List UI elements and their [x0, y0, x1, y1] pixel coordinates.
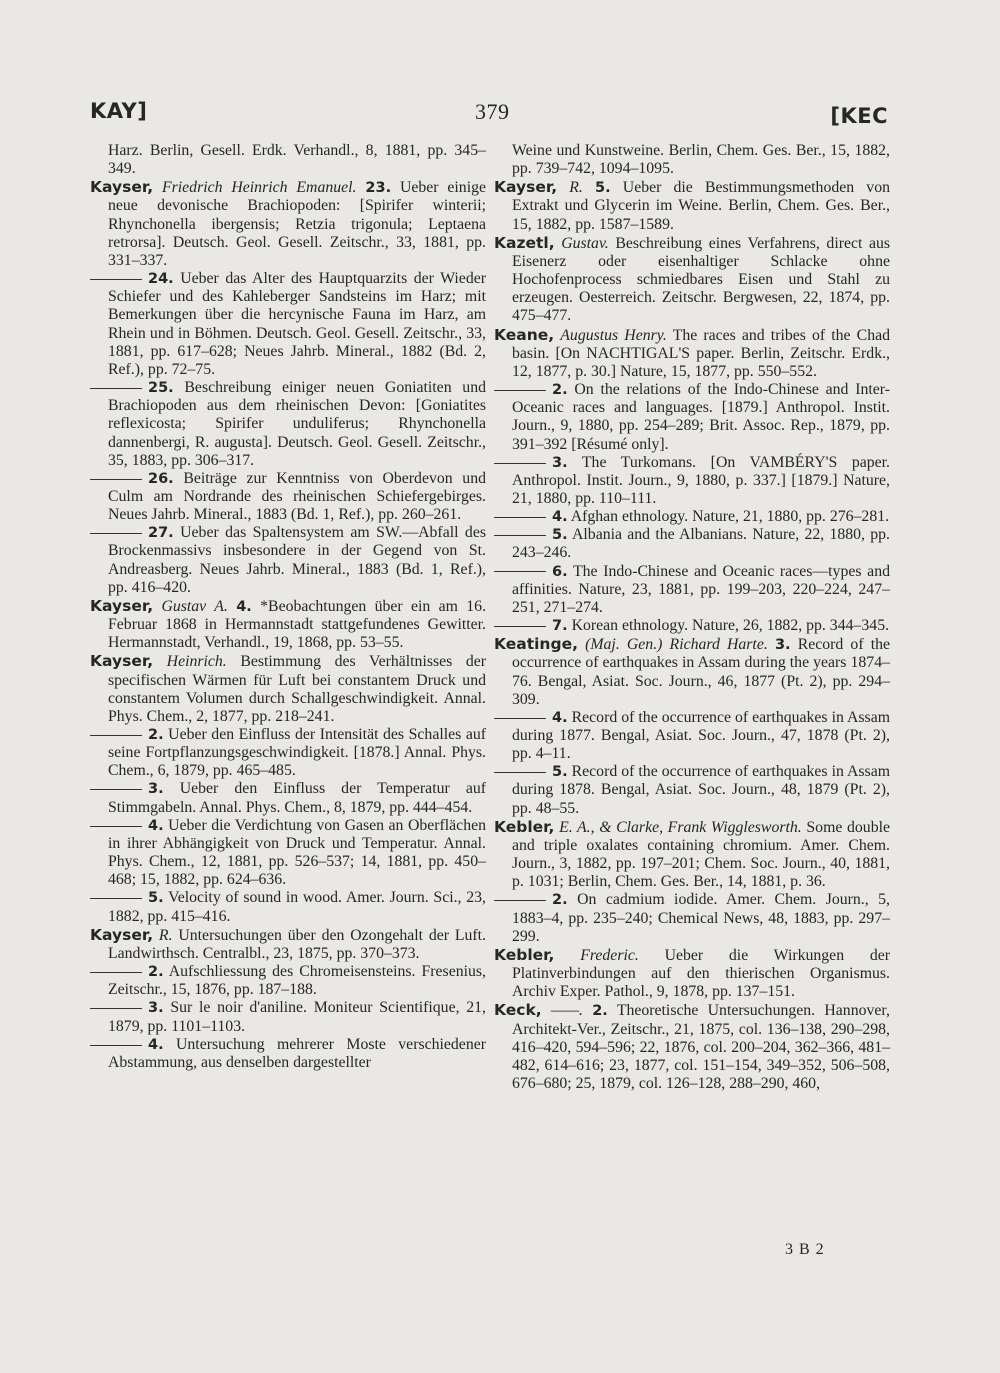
- entry-number: 3.: [148, 1000, 164, 1017]
- bib-subentry: [90, 780, 486, 816]
- entry-number: 2.: [148, 964, 164, 981]
- entry-number: 4.: [552, 509, 568, 526]
- author-surname: Kayser,: [90, 652, 154, 671]
- ditto-rule: [90, 1008, 142, 1009]
- entry-text: Untersuchungen über den Ozongehalt der Luft. Landwirthsch. Centralbl., 23, 1875, pp. 370–373.: [108, 926, 486, 962]
- entry-text: Korean ethnology. Nature, 26, 1882, pp. 344–345.: [571, 617, 890, 635]
- bib-entry: [494, 635, 890, 709]
- ditto-rule: [90, 533, 142, 534]
- entry-number: 7.: [552, 618, 568, 635]
- ditto-rule: [90, 1045, 142, 1046]
- entry-text: Ueber einige neue devonische Brachiopoden: [Spirifer winterii; Rhynchonella ibergensis; Retzia trigonula; Leptaena retrorsa]. Deutsch. Geol. Gesell. Zeitschr., 33, 1881, pp. 331–337.: [108, 179, 487, 269]
- left-column: [90, 142, 486, 1072]
- entry-number: 27.: [148, 525, 174, 542]
- entry-number: 5.: [595, 180, 611, 197]
- entry-text: Record of the occurrence of earthquakes in Assam during 1877. Bengal, Asiat. Soc. Journ., 47, 1878 (Pt. 2), pp. 4–11.: [512, 708, 890, 763]
- ditto-rule: [90, 789, 142, 790]
- bib-subentry: [90, 817, 486, 890]
- bib-entry: [494, 178, 890, 233]
- page-number: 379: [475, 99, 510, 124]
- entry-number: 5.: [148, 890, 164, 907]
- bib-subentry: [90, 470, 486, 524]
- bib-subentry: [494, 709, 890, 763]
- entry-number: 5.: [552, 764, 568, 781]
- ditto-rule: [90, 735, 142, 736]
- bib-subentry: [90, 524, 486, 597]
- entry-number: 4.: [236, 598, 252, 615]
- bib-subentry: [494, 526, 890, 562]
- author-forename: Friedrich Heinrich Emanuel.: [161, 179, 357, 197]
- entry-text: Velocity of sound in wood. Amer. Journ. Sci., 23, 1882, pp. 415–416.: [108, 889, 486, 925]
- entry-text: Weine und Kunstweine. Berlin, Chem. Ges. Ber., 15, 1882, pp. 739–742, 1094–1095.: [512, 142, 890, 178]
- bib-subentry: [494, 563, 890, 617]
- author-forename: Heinrich.: [166, 653, 227, 671]
- entry-number: 4.: [552, 709, 568, 726]
- bib-subentry: [494, 763, 890, 817]
- entry-text: Ueber den Einfluss der Intensität des Schalles auf seine Fortpflanzungsgeschwindigkeit. [1878.] Annal. Phys. Chem., 6, 1879, pp. 465–485.: [108, 726, 486, 780]
- bib-subentry: [90, 1036, 486, 1072]
- entry-text: Ueber den Einfluss der Temperatur auf Stimmgabeln. Annal. Phys. Chem., 8, 1879, pp. 444–454.: [108, 780, 487, 816]
- entry-number: 2.: [552, 382, 568, 399]
- running-head-right: [KEC: [830, 104, 888, 128]
- signature-mark: 3 B 2: [785, 1241, 825, 1258]
- ditto-rule: [90, 388, 142, 389]
- entry-number: 3.: [774, 637, 791, 654]
- entry-text: Ueber die Bestimmungsmethoden von Extrakt und Glycerin im Weine. Berlin, Chem. Ges. Ber., 15, 1882, pp. 1587–1589.: [512, 179, 890, 233]
- entry-text: *Beobachtungen über ein am 16. Februar 1868 in Hermannstadt stattgefundenes Gewitter. Hermannstadt, Verhandl., 19, 1868, pp. 53–55.: [108, 597, 487, 652]
- ditto-rule: [494, 517, 546, 518]
- entry-number: 26.: [148, 470, 174, 487]
- ditto-rule: [90, 279, 142, 280]
- bib-entry: [494, 1001, 890, 1093]
- bib-entry: [90, 597, 486, 652]
- bib-subentry: [90, 379, 486, 470]
- author-surname: Kazetl,: [494, 233, 555, 252]
- ditto-rule: [494, 718, 546, 719]
- entry-text: Theoretische Untersuchungen. Hannover, Architekt-Ver., Zeitschr., 21, 1875, col. 136–138, 290–298, 416–420, 594–596; 22, 1876, col. 200–204, 362–366, 481–482, 614–616; 23, 1877, col. 151–154, 349–352, 506–508, 676–680; 25, 1879, col. 126–128, 288–290, 460,: [512, 1002, 890, 1092]
- author-surname: Keane,: [494, 325, 555, 344]
- entry-text: Afghan ethnology. Nature, 21, 1880, pp. 276–281.: [570, 508, 890, 526]
- author-forename: R.: [158, 926, 173, 944]
- entry-text: Untersuchung mehrerer Moste verschiedener Abstammung, aus denselben dargestellter: [108, 1035, 486, 1071]
- author-surname: Keck,: [494, 1001, 542, 1020]
- author-forename: Gustav.: [561, 234, 609, 252]
- author-forename: Augustus Henry.: [560, 326, 667, 344]
- ditto-rule: [494, 535, 546, 536]
- ditto-rule: [90, 826, 142, 827]
- bib-entry: [90, 652, 486, 726]
- entry-text: The Turkomans. [On VAMBÉRY'S paper. Anthropol. Instit. Journ., 9, 1880, p. 337.] [1879.] Nature, 21, 1880, pp. 110–111.: [512, 453, 890, 507]
- bib-subentry: [90, 889, 486, 925]
- entry-text: Ueber die Wirkungen der Platinverbindungen auf den thierischen Organismus. Archiv Exper. Pathol., 9, 1878, pp. 137–151.: [512, 946, 891, 1001]
- entry-continuation: [494, 142, 890, 178]
- author-surname: Kebler,: [494, 817, 555, 836]
- entry-text: Beschreibung eines Verfahrens, direct aus Eisenerz oder eisenhaltiger Schlacke ohne Hochofenprocess schmiedbares Eisen und Stahl zu erzeugen. Oesterreich. Zeitschr. Bergwesen, 22, 1874, pp. 475–477.: [512, 234, 891, 325]
- entry-text: The Indo-Chinese and Oceanic races—types and affinities. Nature, 23, 1881, pp. 199–203, 220–224, 247–251, 271–274.: [512, 562, 890, 616]
- entry-text: The races and tribes of the Chad basin. [On NACHTIGAL'S paper. Berlin, Zeitschr. Erdk., 12, 1877, p. 30.] Nature, 15, 1877, pp. 550–552.: [512, 326, 891, 380]
- author-forename: Gustav A.: [161, 597, 228, 615]
- ditto-rule: [494, 772, 546, 773]
- entry-number: 6.: [552, 563, 568, 580]
- entry-text: Ueber die Verdichtung von Gasen an Oberflächen in ihrer Abhängigkeit von Druck und Temperatur. Annal. Phys. Chem., 12, 1881, pp. 526–537; 14, 1881, pp. 450–468; 15, 1882, pp. 624–636.: [108, 816, 486, 889]
- entry-text: Beiträge zur Kenntniss von Oberdevon und Culm am Nordrande des rheinischen Schiefergebirges. Neues Jahrb. Mineral., 1883 (Bd. 1, Ref.), pp. 260–261.: [108, 469, 487, 524]
- author-forename: ——.: [550, 1002, 583, 1020]
- ditto-rule: [494, 900, 546, 901]
- entry-text: On the relations of the Indo-Chinese and Inter-Oceanic races and languages. [1879.] Anthropol. Instit. Journ., 9, 1880, pp. 254–289; Brit. Assoc. Rep., 1879, pp. 391–392 [Résumé only].: [512, 381, 890, 453]
- author-forename: R.: [569, 179, 583, 197]
- entry-number: 3.: [148, 781, 164, 798]
- ditto-rule: [90, 972, 142, 973]
- entry-number: 5.: [552, 527, 568, 544]
- right-column: [494, 142, 890, 1093]
- bib-subentry: [494, 381, 890, 454]
- entry-text: Sur le noir d'aniline. Moniteur Scientifique, 21, 1879, pp. 1101–1103.: [108, 999, 487, 1035]
- entry-number: 4.: [148, 817, 164, 834]
- bib-entry: [90, 178, 486, 270]
- entry-number: 2.: [592, 1003, 608, 1020]
- entry-continuation: [90, 142, 486, 178]
- ditto-rule: [494, 390, 546, 391]
- ditto-rule: [494, 463, 546, 464]
- ditto-rule: [494, 571, 546, 572]
- entry-text: On cadmium iodide. Amer. Chem. Journ., 5, 1883–4, pp. 235–240; Chemical News, 48, 1883, pp. 297–299.: [512, 891, 890, 945]
- author-surname: Keatinge,: [494, 635, 578, 654]
- author-surname: Kayser,: [90, 178, 154, 197]
- entry-number: 25.: [148, 380, 174, 397]
- running-head-left: KAY]: [90, 99, 148, 123]
- bib-entry: [494, 946, 890, 1001]
- entry-number: 23.: [365, 180, 392, 197]
- entry-text: Ueber das Spaltensystem am SW.—Abfall des Brockenmassivs insbesondere in der Gegend von St. Andreasberg. Neues Jahrb. Mineral., 1883 (Bd. 1, Ref.), pp. 416–420.: [108, 524, 486, 596]
- bib-subentry: [90, 999, 486, 1035]
- entry-text: Some double and triple oxalates containing chromium. Amer. Chem. Journ., 3, 1882, pp. 197–201; Chem. Soc. Journ., 40, 1881, p. 1031; Berlin, Chem. Ges. Ber., 14, 1881, p. 36.: [512, 818, 890, 891]
- entry-text: Beschreibung einiger neuen Goniatiten und Brachiopoden aus dem rheinischen Devon: [Goniatites reflexicosta; Spirifer unduliferus; Rhynchonella dannenbergi, R. augusta]. Deutsch. Geol. Gesell. Zeitschr., 35, 1883, pp. 306–317.: [108, 379, 486, 469]
- author-forename: (Maj. Gen.) Richard Harte.: [585, 636, 768, 654]
- entry-text: Harz. Berlin, Gesell. Erdk. Verhandl., 8, 1881, pp. 345–349.: [108, 142, 486, 178]
- author-surname: Kayser,: [494, 178, 558, 197]
- entry-text: Record of the occurrence of earthquakes in Assam during the years 1874–76. Bengal, Asiat. Soc. Journ., 46, 1877 (Pt. 2), pp. 294–309.: [512, 636, 891, 708]
- ditto-rule: [494, 626, 546, 627]
- entry-number: 4.: [148, 1036, 164, 1053]
- bib-subentry: [494, 617, 890, 635]
- bib-subentry: [494, 508, 890, 526]
- author-surname: Kayser,: [90, 925, 154, 944]
- bib-entry: [90, 926, 486, 963]
- bib-subentry: [494, 454, 890, 508]
- bib-subentry: [90, 726, 486, 780]
- author-forename: Frederic.: [580, 946, 639, 964]
- bib-subentry: [90, 270, 486, 379]
- author-surname: Kayser,: [90, 596, 154, 615]
- ditto-rule: [90, 898, 142, 899]
- entry-number: 2.: [148, 727, 164, 743]
- author-surname: Kebler,: [494, 945, 555, 964]
- bib-subentry: [494, 891, 890, 945]
- bib-entry: [494, 326, 890, 381]
- entry-text: Albania and the Albanians. Nature, 22, 1880, pp. 243–246.: [512, 526, 890, 562]
- ditto-rule: [90, 479, 142, 480]
- entry-text: Record of the occurrence of earthquakes in Assam during 1878. Bengal, Asiat. Soc. Journ., 48, 1879 (Pt. 2), pp. 48–55.: [512, 763, 890, 817]
- entry-text: Bestimmung des Verhältnisses der specifischen Wärmen für Luft bei constantem Druck und constantem Volumen durch Schallgeschwindigkeit. Annal. Phys. Chem., 2, 1877, pp. 218–241.: [108, 653, 487, 725]
- entry-number: 3.: [552, 454, 568, 471]
- author-forename: E. A., & Clarke, Frank Wigglesworth.: [559, 818, 802, 836]
- bib-entry: [494, 818, 890, 892]
- entry-text: Aufschliessung des Chromeisensteins. Fresenius, Zeitschr., 15, 1876, pp. 187–188.: [108, 963, 486, 999]
- bib-entry: [494, 234, 890, 326]
- entry-number: 2.: [552, 892, 568, 909]
- entry-number: 24.: [148, 271, 174, 288]
- entry-text: Ueber das Alter des Hauptquarzits der Wieder Schiefer und des Kahleberger Sandsteins im Harz; mit Bemerkungen über die hercynische Fauna im Harz, am Rhein und in Böhmen. Deutsch. Geol. Gesell. Zeitschr., 33, 1881, pp. 617–628; Neues Jahrb. Mineral., 1882 (Bd. 2, Ref.), pp. 72–75.: [108, 270, 486, 378]
- bib-subentry: [90, 963, 486, 999]
